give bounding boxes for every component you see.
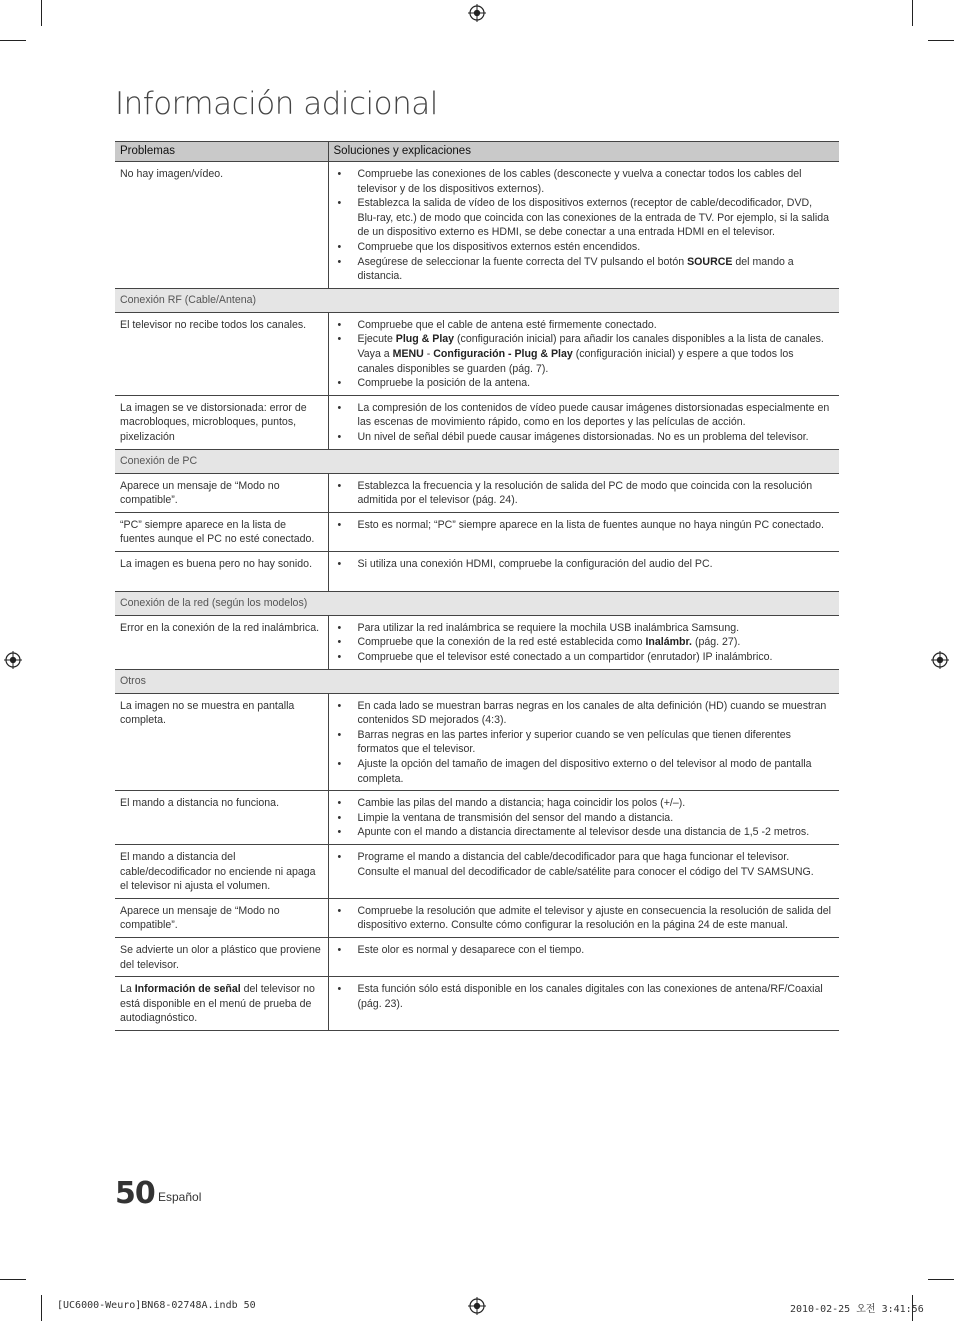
section-header-row <box>115 449 839 473</box>
solution-item <box>329 635 834 650</box>
text-run: del mando a distancia. <box>357 255 794 283</box>
text-run: La imagen se ve distorsionada: error de macrobloques, microbloques, puntos, pixelización <box>120 401 307 443</box>
text-run: (pág. 27). <box>692 636 741 649</box>
page-language: Español <box>158 1190 202 1204</box>
text-run: La <box>120 983 135 996</box>
solution-list <box>329 318 834 391</box>
problem-cell <box>115 615 328 669</box>
solution-cell <box>328 977 839 1031</box>
problem-cell <box>115 162 328 289</box>
crop-mark <box>0 1279 26 1280</box>
solution-list <box>329 699 834 787</box>
text-run: La compresión de los contenidos de vídeo puede causar imágenes distorsionadas especialmente en las escenas de movimiento rápido, como en los deportes y las películas de acción. <box>357 401 830 429</box>
text-run: Barras negras en las partes inferior y superior cuando se ven películas que tienen diferentes formatos que el televisor. <box>357 728 791 756</box>
table-row <box>115 693 839 791</box>
problem-cell <box>115 845 328 899</box>
solution-item <box>329 167 834 196</box>
problem-cell <box>115 312 328 395</box>
crop-mark <box>41 1295 42 1321</box>
text-run: Compruebe las conexiones de los cables (desconecte y vuelva a conectar todos los cables del televisor y de los dispositivos externos). <box>357 168 802 195</box>
text-run: (configuración inicial) para añadir los canales disponibles a la lista de canales. Vaya a <box>357 333 824 360</box>
table-row <box>115 845 839 899</box>
crop-mark <box>0 40 26 41</box>
problem-cell <box>115 977 328 1031</box>
text-run: Para utilizar la red inalámbrica se requiere la mochila USB inalámbrica Samsung. <box>357 621 740 634</box>
text-run: Aparece un mensaje de “Modo no compatible”. <box>120 479 280 507</box>
problem-cell <box>115 791 328 845</box>
table-row <box>115 898 839 937</box>
crop-mark <box>928 1279 954 1280</box>
bold-term: Plug & Play <box>395 333 455 346</box>
troubleshooting-table <box>115 141 839 1031</box>
text-run: La imagen no se muestra en pantalla completa. <box>120 699 295 727</box>
text-run: Apunte con el mando a distancia directamente al televisor desde una distancia de 1,5 -2 metros. <box>357 826 810 839</box>
footer-file-info: [UC6000-Weuro]BN68-02748A.indb 50 <box>57 1300 256 1311</box>
table-row <box>115 551 839 591</box>
text-run: Limpie la ventana de transmisión del sensor del mando a distancia. <box>357 811 674 824</box>
solution-item <box>329 699 834 728</box>
text-run: Asegúrese de seleccionar la fuente correcta del TV pulsando el botón <box>357 255 688 268</box>
solution-item <box>329 825 834 840</box>
solution-item <box>329 943 834 958</box>
solution-cell <box>328 395 839 449</box>
solution-list <box>329 850 834 879</box>
table-row <box>115 977 839 1031</box>
text-run: Este olor es normal y desaparece con el tiempo. <box>357 943 585 956</box>
solution-item <box>329 811 834 826</box>
solution-list <box>329 557 834 572</box>
table-row <box>115 512 839 551</box>
text-run: Compruebe que los dispositivos externos estén encendidos. <box>357 240 641 253</box>
solution-list <box>329 401 834 445</box>
section-header-row <box>115 591 839 615</box>
problem-cell <box>115 937 328 976</box>
solution-cell <box>328 615 839 669</box>
text-run: Compruebe la resolución que admite el televisor y ajuste en consecuencia la resolución de salida del dispositivo externo. Consulte cómo configurar la resolución en la página 24 de este manual. <box>357 904 831 932</box>
problem-cell <box>115 693 328 791</box>
section-title: Conexión de PC <box>115 449 839 473</box>
text-run: Ejecute <box>357 333 396 346</box>
column-header-problems: Problemas <box>115 142 328 162</box>
registration-mark-icon <box>4 651 22 669</box>
solution-item <box>329 557 834 572</box>
crop-mark <box>912 0 913 26</box>
section-title: Conexión de la red (según los modelos) <box>115 591 839 615</box>
page-number: 50 <box>115 1176 155 1211</box>
table-body <box>115 162 839 1031</box>
text-run: Esto es normal; “PC” siempre aparece en la lista de fuentes aunque no haya ningún PC conectado. <box>357 518 824 531</box>
table-row <box>115 162 839 289</box>
text-run: Aparece un mensaje de “Modo no compatible”. <box>120 904 280 932</box>
solution-list <box>329 982 834 1011</box>
solution-item <box>329 728 834 757</box>
solution-cell <box>328 162 839 289</box>
solution-list <box>329 943 834 958</box>
problem-cell <box>115 473 328 512</box>
solution-item <box>329 904 834 933</box>
solution-item <box>329 430 834 445</box>
text-run: Programe el mando a distancia del cable/decodificador para que haga funcionar el televisor. Consulte el manual del decodificador de cable/satélite para conocer el código del TV SAMSUNG. <box>357 851 814 878</box>
section-title: Conexión RF (Cable/Antena) <box>115 288 839 312</box>
registration-mark-icon <box>931 651 949 669</box>
bold-term: Información de señal <box>134 983 241 996</box>
text-run: (configuración inicial) y espere a que todos los canales disponibles se guarden (pág. 7). <box>357 347 794 375</box>
solution-item <box>329 982 834 1011</box>
solution-list <box>329 518 834 533</box>
text-run: Ajuste la opción del tamaño de imagen del dispositivo externo o del televisor al modo de pantalla completa. <box>357 758 812 785</box>
text-run: No hay imagen/vídeo. <box>120 168 224 180</box>
table-row <box>115 615 839 669</box>
text-run: Establezca la salida de vídeo de los dispositivos externos (receptor de cable/decodificador, DVD, Blu-ray, etc.) de modo que coincida con las conexiones de la entrada de TV. Por ejemplo, si la salida de un dispositivo externo es HDMI, se debe conectar a una entrada HDMI en el televisor. <box>357 197 829 239</box>
section-header-row <box>115 288 839 312</box>
solution-list <box>329 167 834 284</box>
solution-list <box>329 904 834 933</box>
solution-item <box>329 240 834 255</box>
problem-cell <box>115 512 328 551</box>
solution-cell <box>328 845 839 899</box>
problem-cell <box>115 395 328 449</box>
solution-cell <box>328 937 839 976</box>
solution-cell <box>328 551 839 591</box>
solution-cell <box>328 898 839 937</box>
solution-item <box>329 850 834 879</box>
solution-cell <box>328 693 839 791</box>
table-row <box>115 312 839 395</box>
solution-item <box>329 650 834 665</box>
text-run: “PC” siempre aparece en la lista de fuentes aunque el PC no esté conectado. <box>120 518 315 546</box>
solution-cell <box>328 312 839 395</box>
solution-item <box>329 196 834 240</box>
text-run: Esta función sólo está disponible en los canales digitales con las conexiones de antena/RF/Coaxial (pág. 23). <box>357 983 823 1010</box>
text-run: Error en la conexión de la red inalámbrica. <box>120 621 320 634</box>
bold-term: SOURCE <box>687 255 733 268</box>
solution-list <box>329 479 834 508</box>
text-run: El televisor no recibe todos los canales. <box>120 318 307 331</box>
solution-item <box>329 796 834 811</box>
solution-item <box>329 518 834 533</box>
solution-cell <box>328 512 839 551</box>
solution-item <box>329 757 834 786</box>
solution-cell <box>328 791 839 845</box>
solution-item <box>329 255 834 284</box>
table-row <box>115 791 839 845</box>
section-header-row <box>115 669 839 693</box>
problem-cell <box>115 551 328 591</box>
crop-mark <box>41 0 42 26</box>
solution-item <box>329 376 834 391</box>
bold-term: Configuración - Plug & Play <box>433 347 573 360</box>
page-title: Información adicional <box>115 86 438 122</box>
text-run: Establezca la frecuencia y la resolución de salida del PC de modo que coincida con la resolución admitida por el televisor (pág. 24). <box>357 479 813 507</box>
text-run: La imagen es buena pero no hay sonido. <box>120 557 313 570</box>
text-run: El mando a distancia no funciona. <box>120 797 280 810</box>
text-run: Compruebe que el televisor esté conectado a un compartidor (enrutador) IP inalámbrico. <box>357 651 773 664</box>
solution-item <box>329 621 834 636</box>
text-run: Un nivel de señal débil puede causar imágenes distorsionadas. No es un problema del televisor. <box>357 430 809 443</box>
footer-datetime: 2010-02-25 오전 3:41:56 <box>790 1304 924 1315</box>
table-row <box>115 395 839 449</box>
column-header-solutions: Soluciones y explicaciones <box>328 142 839 162</box>
text-run: Se advierte un olor a plástico que proviene del televisor. <box>120 943 321 971</box>
crop-mark <box>928 40 954 41</box>
text-run: Compruebe que el cable de antena esté firmemente conectado. <box>357 318 657 331</box>
table-header-row <box>115 142 839 162</box>
table-row <box>115 473 839 512</box>
section-title: Otros <box>115 669 839 693</box>
problem-cell <box>115 898 328 937</box>
solution-cell <box>328 473 839 512</box>
solution-list <box>329 796 834 840</box>
text-run: El mando a distancia del cable/decodificador no enciende ni apaga el televisor ni ajusta el volumen. <box>120 851 316 893</box>
text-run: Compruebe que la conexión de la red esté establecida como <box>357 636 646 649</box>
text-run: del televisor no está disponible en el menú de prueba de autodiagnóstico. <box>120 983 315 1025</box>
bold-term: Inalámbr. <box>645 636 692 649</box>
solution-item <box>329 318 834 333</box>
text-run: Cambie las pilas del mando a distancia; haga coincidir los polos (+/–). <box>357 797 686 810</box>
bold-term: MENU <box>392 347 424 360</box>
solution-item <box>329 479 834 508</box>
text-run: - <box>423 347 434 360</box>
solution-item <box>329 332 834 376</box>
registration-mark-icon <box>468 1297 486 1315</box>
solution-list <box>329 621 834 665</box>
text-run: Compruebe la posición de la antena. <box>357 377 531 390</box>
table-row <box>115 937 839 976</box>
text-run: En cada lado se muestran barras negras en los canales de alta definición (HD) cuando se muestran contenidos SD mejorados (4:3). <box>357 699 827 727</box>
text-run: Si utiliza una conexión HDMI, compruebe la configuración del audio del PC. <box>357 557 713 570</box>
solution-item <box>329 401 834 430</box>
registration-mark-icon <box>468 4 486 22</box>
